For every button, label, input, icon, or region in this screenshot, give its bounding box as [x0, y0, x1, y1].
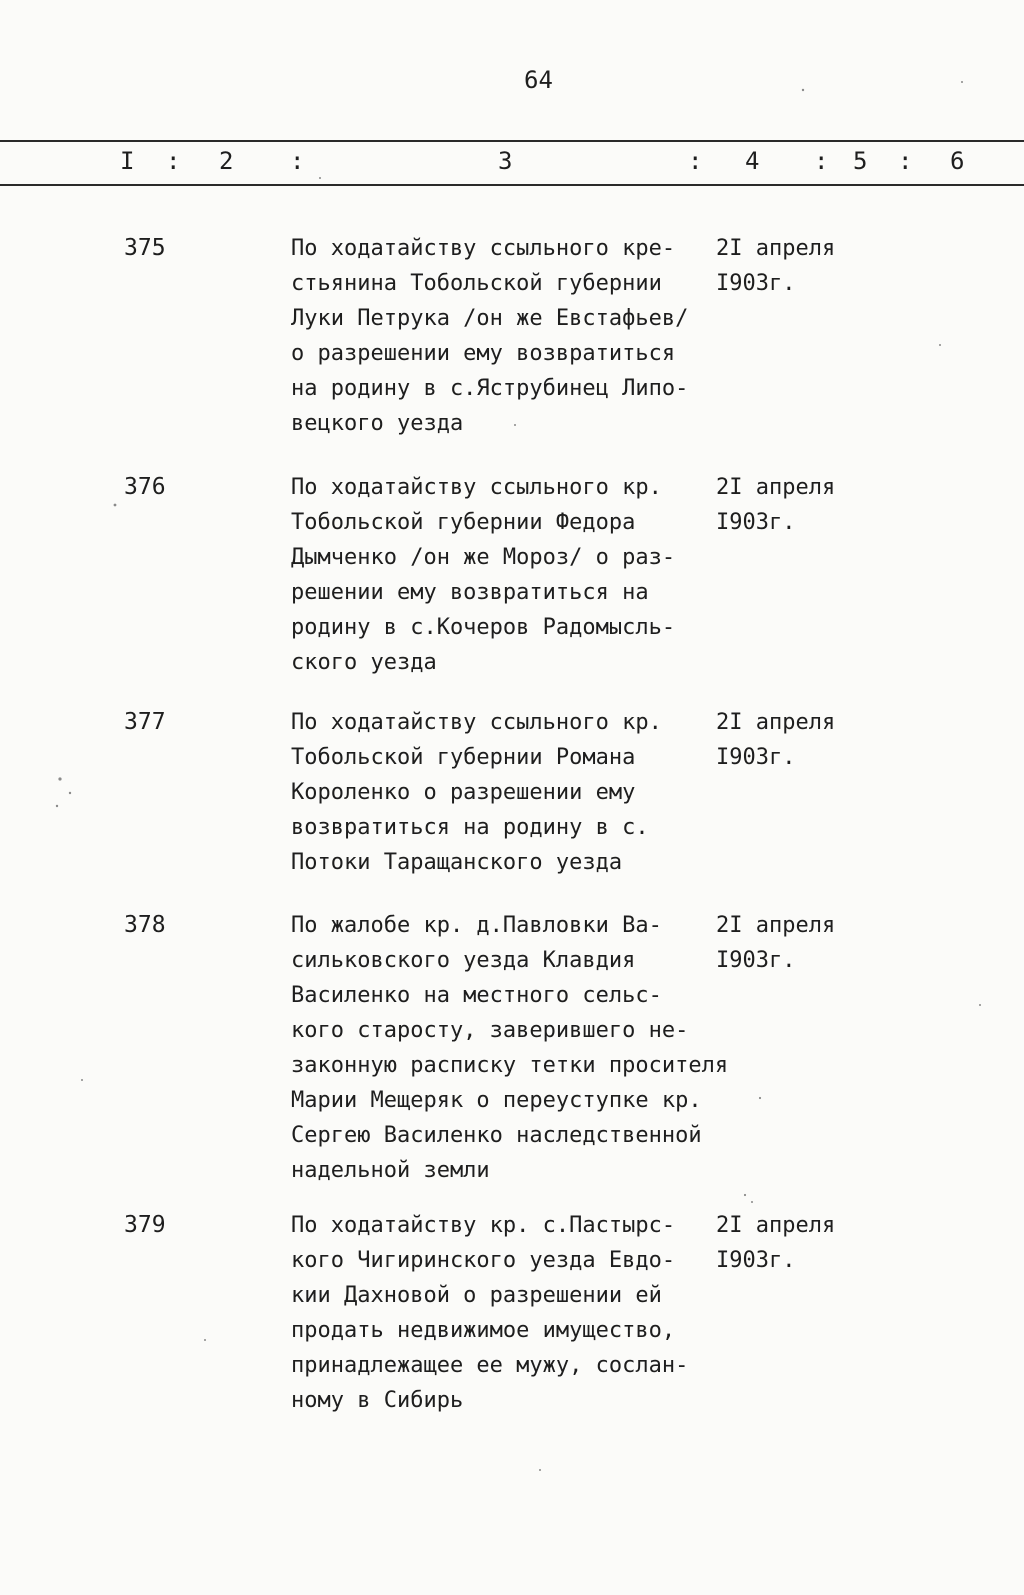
entry-date: 2I апреля I903г.	[716, 1213, 836, 1273]
entry-date: 2I апреля I903г.	[716, 913, 836, 973]
entry-description: По ходатайству ссыльного кре- стьянина Тобольской губернии Луки Петрука /он же Евстафьев/ о разрешении ему возвратиться на родину в с.Яструбинец Липо- вецкого уезда	[291, 236, 689, 436]
entry-description: По ходатайству ссыльного кр. Тобольской губернии Федора Дымченко /он же Мороз/ о раз- решении ему возвратиться на родину в с.Кочеров Радомысль- ского уезда	[291, 475, 676, 675]
entry-number: 376	[124, 474, 166, 500]
column-header-4: 4	[745, 147, 760, 175]
entry-number: 379	[124, 1212, 166, 1238]
page-number: 64	[524, 66, 553, 94]
column-header-1: I	[120, 147, 135, 175]
column-separator: :	[898, 147, 913, 175]
column-header-5: 5	[853, 147, 868, 175]
header-rule-bottom	[0, 184, 1024, 186]
column-separator: :	[814, 147, 829, 175]
entry-description: По ходатайству ссыльного кр. Тобольской губернии Романа Короленко о разрешении ему возвратиться на родину в с. Потоки Таращанского уезда	[291, 710, 662, 875]
entry-number: 375	[124, 235, 166, 261]
column-header-3: 3	[498, 147, 513, 175]
entry-description: По ходатайству кр. с.Пастырс- кого Чигиринского уезда Евдо- кии Дахновой о разрешении ей продать недвижимое имущество, принадлежащее ее мужу, сослан- ному в Сибирь	[291, 1213, 689, 1413]
entry-number: 377	[124, 709, 166, 735]
column-separator: :	[290, 147, 305, 175]
column-separator: :	[688, 147, 703, 175]
entry-date: 2I апреля I903г.	[716, 475, 836, 535]
column-separator: :	[166, 147, 181, 175]
header-rule-top	[0, 140, 1024, 142]
entry-description: По жалобе кр. д.Павловки Ва- сильковского уезда Клавдия Василенко на местного сельс- кого старосту, заверившего не- законную расписку тетки просителя Марии Мещеряк о переуступке кр. Сергею Василенко наследственной надельной земли	[291, 913, 729, 1183]
entry-date: 2I апреля I903г.	[716, 710, 836, 770]
column-header-2: 2	[219, 147, 234, 175]
entry-number: 378	[124, 912, 166, 938]
entry-date: 2I апреля I903г.	[716, 236, 836, 296]
column-header-6: 6	[950, 147, 965, 175]
